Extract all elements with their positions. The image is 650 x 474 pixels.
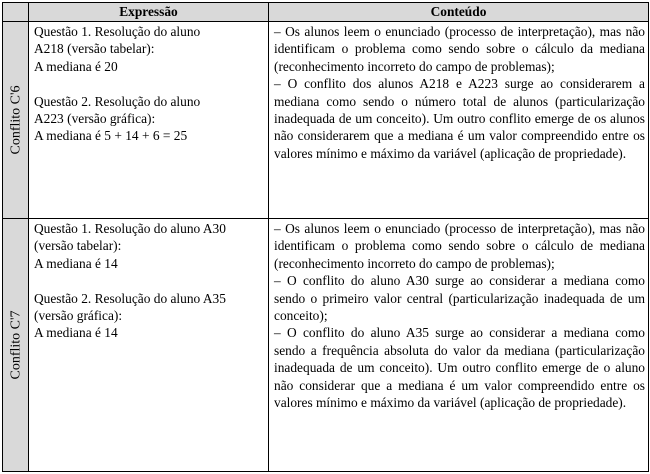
content-cell bbox=[269, 219, 649, 472]
expression-line: A218 (versão tabelar): bbox=[34, 41, 155, 57]
conflict-table bbox=[2, 2, 649, 472]
expression-cell bbox=[29, 22, 269, 219]
table-row-conflict-c6 bbox=[3, 22, 649, 219]
side-label: Conflito C'6 bbox=[7, 85, 23, 155]
expression-line: Questão 2. Resolução do aluno bbox=[34, 93, 201, 109]
header-expressao: Expressão bbox=[29, 3, 269, 22]
header-conteudo: Conteúdo bbox=[269, 3, 649, 22]
expression-spacer bbox=[34, 272, 264, 289]
side-label-cell bbox=[3, 219, 29, 472]
expression-line: (versão tabelar): bbox=[34, 238, 122, 254]
expression-spacer bbox=[34, 75, 264, 92]
expression-line: Questão 1. Resolução do aluno A30 bbox=[34, 221, 226, 236]
header-corner bbox=[3, 3, 29, 22]
expression-line: A mediana é 14 bbox=[34, 255, 118, 271]
expression-cell bbox=[29, 219, 269, 472]
side-label-cell bbox=[3, 22, 29, 219]
content-cell bbox=[269, 22, 649, 219]
content-paragraph: – Os alunos leem o enunciado (processo de interpretação), mas não identificam o problema como sendo sobre o cálculo de mediana (reconhecimento incorreto do campo de problemas); bbox=[274, 221, 645, 271]
content-paragraph: – Os alunos leem o enunciado (processo de interpretação), mas não identificam o problema como sendo sobre o cálculo da mediana (reconhecimento incorreto do campo de problemas); bbox=[274, 24, 645, 74]
expression-line: A mediana é 5 + 14 + 6 = 25 bbox=[34, 128, 188, 144]
expression-line: A mediana é 14 bbox=[34, 325, 118, 341]
conflict-table-container bbox=[2, 2, 648, 470]
content-paragraph: – O conflito dos alunos A218 e A223 surge ao considerarem a mediana como sendo o número total de alunos (particularização inadequada de um conceito). Um outro conflito emerge de os alunos não considerarem que a mediana é um valor compreendido entre os valores mínimo e máximo da variável (aplicação de propriedade). bbox=[274, 76, 645, 161]
expression-line: (versão gráfica): bbox=[34, 308, 123, 324]
side-label: Conflito C'7 bbox=[7, 310, 23, 380]
content-paragraph: – O conflito do aluno A35 surge ao considerar a mediana como sendo a frequência absoluta do valor da mediana (particularização inadequada de um conceito). Um outro conflito emerge de o aluno não considerar que a mediana é um valor compreendido entre os valores mínimo e máximo da variável (aplicação de propriedade). bbox=[274, 325, 645, 411]
expression-line: Questão 1. Resolução do aluno bbox=[34, 24, 201, 39]
table-row-conflict-c7 bbox=[3, 219, 649, 472]
expression-line: Questão 2. Resolução do aluno A35 bbox=[34, 290, 226, 306]
content-paragraph: – O conflito do aluno A30 surge ao considerar a mediana como sendo o primeiro valor central (particularização inadequada de um conceito); bbox=[274, 273, 645, 324]
expression-line: A223 (versão gráfica): bbox=[34, 111, 156, 127]
expression-line: A mediana é 20 bbox=[34, 58, 118, 74]
table-header-row bbox=[3, 3, 649, 22]
